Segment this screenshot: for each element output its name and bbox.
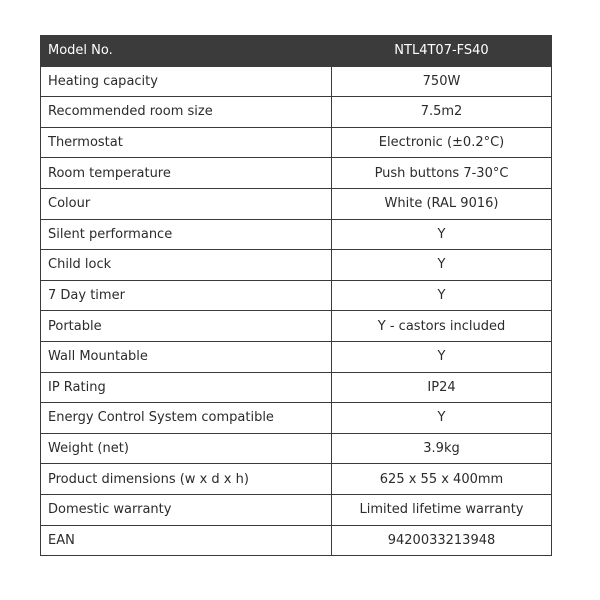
row-value: 7.5m2 bbox=[332, 97, 552, 128]
table-row bbox=[41, 403, 552, 434]
table-row bbox=[41, 372, 552, 403]
row-label: Silent performance bbox=[41, 219, 332, 250]
row-value: Y bbox=[332, 403, 552, 434]
row-value: 9420033213948 bbox=[332, 525, 552, 556]
table-row bbox=[41, 250, 552, 281]
row-value: 3.9kg bbox=[332, 433, 552, 464]
header-value: NTL4T07-FS40 bbox=[332, 36, 552, 67]
row-label: Room temperature bbox=[41, 158, 332, 189]
table-row bbox=[41, 494, 552, 525]
table-row bbox=[41, 188, 552, 219]
row-label: IP Rating bbox=[41, 372, 332, 403]
table-header-row bbox=[41, 36, 552, 67]
row-label: Wall Mountable bbox=[41, 341, 332, 372]
row-label: Colour bbox=[41, 188, 332, 219]
table-row bbox=[41, 158, 552, 189]
row-value: Limited lifetime warranty bbox=[332, 494, 552, 525]
table-row bbox=[41, 341, 552, 372]
row-label: Energy Control System compatible bbox=[41, 403, 332, 434]
row-label: Portable bbox=[41, 311, 332, 342]
table-row bbox=[41, 127, 552, 158]
row-label: Product dimensions (w x d x h) bbox=[41, 464, 332, 495]
row-label: Child lock bbox=[41, 250, 332, 281]
row-value: Push buttons 7-30°C bbox=[332, 158, 552, 189]
row-value: Electronic (±0.2°C) bbox=[332, 127, 552, 158]
row-label: Thermostat bbox=[41, 127, 332, 158]
table-row bbox=[41, 280, 552, 311]
row-value: Y - castors included bbox=[332, 311, 552, 342]
table-row bbox=[41, 311, 552, 342]
row-value: 625 x 55 x 400mm bbox=[332, 464, 552, 495]
row-label: EAN bbox=[41, 525, 332, 556]
row-value: Y bbox=[332, 280, 552, 311]
row-value: 750W bbox=[332, 66, 552, 97]
table-row bbox=[41, 464, 552, 495]
table-row bbox=[41, 66, 552, 97]
row-label: Recommended room size bbox=[41, 97, 332, 128]
table-row bbox=[41, 433, 552, 464]
row-value: Y bbox=[332, 219, 552, 250]
row-value: White (RAL 9016) bbox=[332, 188, 552, 219]
table-row bbox=[41, 219, 552, 250]
row-label: Weight (net) bbox=[41, 433, 332, 464]
row-value: IP24 bbox=[332, 372, 552, 403]
row-label: 7 Day timer bbox=[41, 280, 332, 311]
spec-table bbox=[40, 35, 552, 556]
row-label: Heating capacity bbox=[41, 66, 332, 97]
row-value: Y bbox=[332, 250, 552, 281]
row-value: Y bbox=[332, 341, 552, 372]
table-row bbox=[41, 525, 552, 556]
table-row bbox=[41, 97, 552, 128]
header-label: Model No. bbox=[41, 36, 332, 67]
row-label: Domestic warranty bbox=[41, 494, 332, 525]
